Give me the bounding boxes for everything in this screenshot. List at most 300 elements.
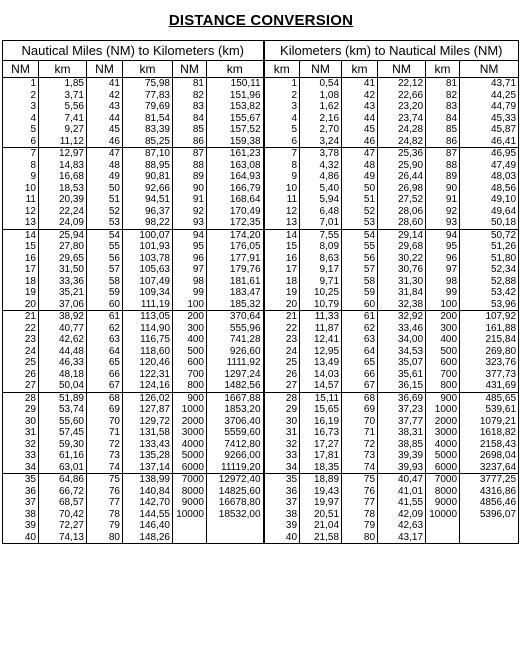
column-header: NM [3,61,39,78]
table-cell: 3000 [426,427,460,439]
table-cell: 19 [264,287,300,299]
table-cell: 29,65 [39,253,87,265]
table-cell: 11,12 [39,136,87,148]
table-cell: 103,78 [123,253,173,265]
table-cell: 300 [426,323,460,335]
table-cell: 13 [264,217,300,229]
table-cell: 84 [426,113,460,125]
column-header: NM [378,61,426,78]
table-cell: 177,91 [207,253,264,265]
table-cell: 41,55 [378,497,426,509]
table-cell: 53 [87,217,123,229]
table-cell: 23,74 [378,113,426,125]
table-cell: 29 [3,404,39,416]
table-cell: 16,68 [39,171,87,183]
table-cell: 96,37 [123,206,173,218]
table-cell: 57,45 [39,427,87,439]
table-cell: 90 [173,183,207,195]
table-cell: 33 [264,450,300,462]
table-cell: 2 [264,90,300,102]
table-cell: 21,58 [300,532,342,544]
table-cell: 46,33 [39,357,87,369]
table-cell: 44 [87,113,123,125]
column-header: km [264,61,300,78]
table-cell: 1667,88 [207,392,264,404]
table-cell: 35 [264,474,300,486]
table-cell: 94 [173,229,207,241]
table-cell: 9000 [426,497,460,509]
table-row [3,323,519,335]
table-cell: 28,60 [378,217,426,229]
table-cell: 151,96 [207,90,264,102]
table-cell: 7 [3,148,39,160]
table-cell: 45,87 [460,124,519,136]
table-cell: 7,41 [39,113,87,125]
table-cell: 174,20 [207,229,264,241]
table-cell: 185,32 [207,299,264,311]
table-cell: 500 [426,346,460,358]
table-cell: 61 [87,311,123,323]
table-cell: 323,76 [460,357,519,369]
table-cell: 92 [173,206,207,218]
table-cell: 18 [3,276,39,288]
table-cell: 55,60 [39,416,87,428]
table-cell: 105,63 [123,264,173,276]
table-cell: 47,49 [460,160,519,172]
table-cell: 22 [3,323,39,335]
table-row [3,241,519,253]
table-cell: 38,92 [39,311,87,323]
table-cell: 161,88 [460,323,519,335]
table-cell: 31,50 [39,264,87,276]
table-cell: 68,57 [39,497,87,509]
column-header: NM [173,61,207,78]
table-cell [460,532,519,544]
table-row [3,90,519,102]
column-header: km [342,61,378,78]
table-cell: 77 [87,497,123,509]
table-cell: 70 [342,416,378,428]
table-cell: 31 [264,427,300,439]
table-cell: 3 [3,101,39,113]
table-cell: 26 [264,369,300,381]
table-cell: 87 [426,148,460,160]
table-cell: 9266,00 [207,450,264,462]
table-cell: 24,09 [39,217,87,229]
table-row [3,183,519,195]
table-cell: 2 [3,90,39,102]
table-cell: 21 [264,311,300,323]
table-cell: 6 [264,136,300,148]
table-cell: 11,33 [300,311,342,323]
table-cell: 81 [173,78,207,90]
table-cell: 4000 [426,439,460,451]
table-cell: 34,53 [378,346,426,358]
table-cell: 43 [87,101,123,113]
table-cell: 12,95 [300,346,342,358]
table-cell: 7,01 [300,217,342,229]
table-cell: 5559,60 [207,427,264,439]
table-cell: 73 [342,450,378,462]
column-header: km [39,61,87,78]
table-cell: 53,74 [39,404,87,416]
table-cell: 63,01 [39,462,87,474]
table-cell: 24 [3,346,39,358]
table-cell: 91 [426,194,460,206]
table-cell: 400 [173,334,207,346]
table-cell: 97 [173,264,207,276]
table-cell: 79 [342,520,378,532]
table-cell: 120,46 [123,357,173,369]
table-row [3,509,519,521]
table-cell: 25,36 [378,148,426,160]
table-cell: 153,82 [207,101,264,113]
table-cell: 46,95 [460,148,519,160]
table-row [3,217,519,229]
table-cell: 49,64 [460,206,519,218]
table-cell: 25 [264,357,300,369]
column-header: NM [460,61,519,78]
table-cell: 18,53 [39,183,87,195]
table-cell: 14 [264,229,300,241]
table-cell: 150,11 [207,78,264,90]
table-cell: 98 [426,276,460,288]
table-cell: 63 [87,334,123,346]
table-cell: 68 [87,392,123,404]
table-cell: 41 [342,78,378,90]
table-cell: 27,52 [378,194,426,206]
table-cell: 9,27 [39,124,87,136]
table-row [3,171,519,183]
table-cell: 27,80 [39,241,87,253]
table-cell: 6000 [426,462,460,474]
table-cell: 1000 [426,404,460,416]
table-cell: 76 [87,486,123,498]
table-cell: 36 [3,486,39,498]
table-cell: 80 [87,532,123,544]
table-cell: 18,35 [300,462,342,474]
table-cell: 44,79 [460,101,519,113]
table-cell: 83 [173,101,207,113]
table-cell: 61 [342,311,378,323]
table-row [3,462,519,474]
table-cell: 17 [264,264,300,276]
table-cell: 35,61 [378,369,426,381]
table-cell: 400 [426,334,460,346]
table-cell: 21,04 [300,520,342,532]
table-cell: 27 [264,380,300,392]
table-cell: 10 [3,183,39,195]
table-cell: 84 [173,113,207,125]
table-cell: 93 [426,217,460,229]
table-cell: 34,00 [378,334,426,346]
table-cell: 9 [3,171,39,183]
table-cell: 95 [426,241,460,253]
table-cell: 3777,25 [460,474,519,486]
table-cell: 14 [3,229,39,241]
table-cell: 42 [87,90,123,102]
table-cell: 51 [342,194,378,206]
table-cell: 181,61 [207,276,264,288]
table-cell: 16,73 [300,427,342,439]
table-cell: 6000 [173,462,207,474]
table-cell: 64,86 [39,474,87,486]
table-cell: 37 [3,497,39,509]
table-cell: 76 [342,486,378,498]
table-cell: 75,98 [123,78,173,90]
table-cell: 73 [87,450,123,462]
table-cell: 11119,20 [207,462,264,474]
table-cell: 3706,40 [207,416,264,428]
table-cell: 1,62 [300,101,342,113]
table-cell: 87,10 [123,148,173,160]
table-cell: 127,87 [123,404,173,416]
table-cell: 163,08 [207,160,264,172]
table-cell: 24,82 [378,136,426,148]
table-cell: 8 [264,160,300,172]
table-cell: 12,97 [39,148,87,160]
table-cell: 71 [87,427,123,439]
table-cell: 900 [173,392,207,404]
table-cell: 64 [342,346,378,358]
table-cell: 78 [342,509,378,521]
table-cell: 155,67 [207,113,264,125]
table-cell: 42 [342,90,378,102]
table-cell: 15 [3,241,39,253]
table-cell: 140,84 [123,486,173,498]
table-cell: 1 [3,78,39,90]
table-cell: 99 [426,287,460,299]
table-cell: 51 [87,194,123,206]
table-cell: 19,97 [300,497,342,509]
table-cell: 88 [173,160,207,172]
table-cell: 5,94 [300,194,342,206]
table-cell: 25,94 [39,229,87,241]
table-cell: 9,71 [300,276,342,288]
table-cell: 159,38 [207,136,264,148]
table-cell: 10,25 [300,287,342,299]
table-cell: 7000 [426,474,460,486]
table-cell: 26,98 [378,183,426,195]
table-cell: 39,93 [378,462,426,474]
table-cell: 60 [87,299,123,311]
table-cell: 51,26 [460,241,519,253]
table-cell: 9,17 [300,264,342,276]
table-cell: 200 [426,311,460,323]
table-cell: 60 [342,299,378,311]
table-cell: 54 [342,229,378,241]
table-cell: 10 [264,183,300,195]
table-row [3,229,519,241]
section-header-nm-to-km: Nautical Miles (NM) to Kilometers (km) [3,41,264,61]
table-cell: 34 [3,462,39,474]
table-cell: 37,06 [39,299,87,311]
table-cell [173,520,207,532]
table-cell: 30,22 [378,253,426,265]
table-cell: 31 [3,427,39,439]
table-cell: 47 [342,148,378,160]
table-cell: 98,22 [123,217,173,229]
table-cell: 66,72 [39,486,87,498]
table-cell: 215,84 [460,334,519,346]
table-cell: 41,01 [378,486,426,498]
table-cell: 32 [3,439,39,451]
table-cell: 88 [426,160,460,172]
table-cell: 44 [342,113,378,125]
table-cell: 600 [173,357,207,369]
table-cell: 35,21 [39,287,87,299]
table-cell: 50,72 [460,229,519,241]
table-cell: 10000 [173,509,207,521]
table-cell: 85,25 [123,136,173,148]
conversion-table [2,40,519,544]
table-cell: 30 [264,416,300,428]
table-row [3,148,519,160]
table-cell: 74 [87,462,123,474]
table-cell: 23,20 [378,101,426,113]
table-cell: 32,92 [378,311,426,323]
table-cell: 18,89 [300,474,342,486]
table-cell: 8000 [426,486,460,498]
table-cell: 4000 [173,439,207,451]
table-cell: 168,64 [207,194,264,206]
table-cell: 0,54 [300,78,342,90]
table-cell: 58 [342,276,378,288]
table-row [3,439,519,451]
table-cell: 107,92 [460,311,519,323]
table-cell: 46,41 [460,136,519,148]
table-cell: 85 [426,124,460,136]
table-cell: 24 [264,346,300,358]
column-header: km [207,61,264,78]
table-row [3,357,519,369]
table-cell: 3,78 [300,148,342,160]
table-cell: 71 [342,427,378,439]
table-cell: 926,60 [207,346,264,358]
table-cell: 16678,80 [207,497,264,509]
table-cell: 83 [426,101,460,113]
table-cell: 20,39 [39,194,87,206]
table-cell: 98 [173,276,207,288]
table-cell: 35,07 [378,357,426,369]
table-cell: 50,04 [39,380,87,392]
table-cell: 36,69 [378,392,426,404]
table-row [3,416,519,428]
table-cell: 38 [264,509,300,521]
table-cell: 44,48 [39,346,87,358]
table-row [3,497,519,509]
table-cell: 99 [173,287,207,299]
table-cell: 6,48 [300,206,342,218]
table-cell: 11 [3,194,39,206]
table-cell [426,520,460,532]
table-cell: 43,71 [460,78,519,90]
table-row [3,427,519,439]
table-cell: 25 [3,357,39,369]
table-cell: 20 [3,299,39,311]
table-cell: 46 [87,136,123,148]
table-cell: 8000 [173,486,207,498]
table-cell: 1297,24 [207,369,264,381]
table-cell: 3000 [173,427,207,439]
table-row [3,474,519,486]
table-cell: 40,47 [378,474,426,486]
table-cell: 31,30 [378,276,426,288]
table-cell: 26 [3,369,39,381]
table-cell: 124,16 [123,380,173,392]
table-row [3,404,519,416]
table-cell: 47 [87,148,123,160]
table-cell: 100,07 [123,229,173,241]
table-cell: 29 [264,404,300,416]
table-cell: 17 [3,264,39,276]
table-cell: 4 [264,113,300,125]
table-cell: 56 [342,253,378,265]
table-cell: 138,99 [123,474,173,486]
table-cell: 33,46 [378,323,426,335]
table-cell: 43 [342,101,378,113]
table-cell [460,520,519,532]
table-cell: 48 [342,160,378,172]
table-cell: 7,55 [300,229,342,241]
table-cell: 77 [342,497,378,509]
table-cell: 88,95 [123,160,173,172]
table-cell: 49 [342,171,378,183]
table-cell: 70,42 [39,509,87,521]
table-cell: 62 [87,323,123,335]
table-cell: 69 [87,404,123,416]
table-cell: 87 [173,148,207,160]
table-cell: 74,13 [39,532,87,544]
table-cell: 57 [87,264,123,276]
table-cell: 81,54 [123,113,173,125]
table-cell: 8,63 [300,253,342,265]
table-cell: 11 [264,194,300,206]
table-cell: 55 [87,241,123,253]
table-cell: 15,11 [300,392,342,404]
table-cell: 126,02 [123,392,173,404]
page-title: DISTANCE CONVERSION [168,12,354,29]
table-cell: 74 [342,462,378,474]
table-cell: 34 [264,462,300,474]
table-cell: 10000 [426,509,460,521]
table-cell: 164,93 [207,171,264,183]
table-cell: 12972,40 [207,474,264,486]
table-cell: 92,66 [123,183,173,195]
table-row [3,450,519,462]
table-cell: 1,85 [39,78,87,90]
table-cell: 51,89 [39,392,87,404]
table-cell: 54 [87,229,123,241]
table-cell: 92 [426,206,460,218]
table-body [3,78,519,544]
table-cell: 50 [342,183,378,195]
table-cell: 36 [264,486,300,498]
table-cell: 38,31 [378,427,426,439]
table-cell: 5 [264,124,300,136]
table-cell: 148,26 [123,532,173,544]
table-cell: 8,09 [300,241,342,253]
table-cell: 3,71 [39,90,87,102]
table-cell: 17,81 [300,450,342,462]
table-cell: 26,44 [378,171,426,183]
table-row [3,264,519,276]
table-row [3,299,519,311]
table-cell: 72,27 [39,520,87,532]
table-cell: 131,58 [123,427,173,439]
table-cell: 52 [342,206,378,218]
table-cell: 66 [87,369,123,381]
